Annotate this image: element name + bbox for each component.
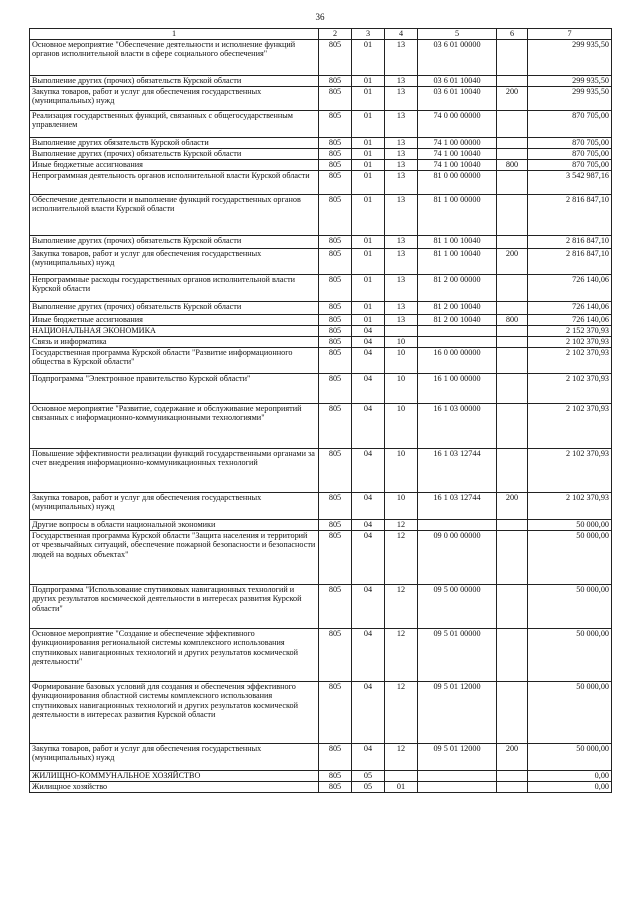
table-header-row — [30, 29, 612, 40]
cell-target-article: 81 1 00 10040 — [418, 235, 497, 248]
cell-target-article: 16 1 00 00000 — [418, 373, 497, 403]
cell-section: 01 — [352, 86, 385, 110]
header-col-3: 3 — [352, 29, 385, 40]
cell-grbs: 805 — [319, 274, 352, 301]
cell-subsection: 12 — [385, 681, 418, 743]
cell-expense-type — [497, 325, 528, 336]
cell-expense-type — [497, 347, 528, 373]
cell-amount: 50 000,00 — [528, 530, 612, 584]
cell-grbs: 805 — [319, 347, 352, 373]
cell-expense-type: 200 — [497, 492, 528, 519]
cell-section: 04 — [352, 584, 385, 628]
cell-name: Основное мероприятие "Развитие, содержание и обслуживание мероприятий связанных с информационно-коммуникационными технологиями" — [30, 403, 319, 448]
cell-grbs: 805 — [319, 75, 352, 86]
cell-expense-type — [497, 584, 528, 628]
cell-subsection: 10 — [385, 373, 418, 403]
cell-grbs: 805 — [319, 448, 352, 492]
cell-name: Формирование базовых условий для создания и обеспечения эффективного функционирования областной системы комплексного использования спутниковых навигационных технологий и других результатов космической деятельности в интересах развития Курской области — [30, 681, 319, 743]
cell-expense-type — [497, 403, 528, 448]
cell-section: 04 — [352, 530, 385, 584]
cell-grbs: 805 — [319, 373, 352, 403]
cell-amount: 2 102 370,93 — [528, 492, 612, 519]
cell-name: Непрограммная деятельность органов исполнительной власти Курской области — [30, 170, 319, 194]
page-number: 36 — [315, 12, 325, 22]
cell-name: Выполнение других обязательств Курской области — [30, 137, 319, 148]
table-row — [30, 681, 612, 743]
cell-subsection — [385, 770, 418, 781]
cell-grbs: 805 — [319, 519, 352, 530]
cell-name: Выполнение других (прочих) обязательств Курской области — [30, 235, 319, 248]
cell-expense-type — [497, 781, 528, 792]
cell-amount: 2 102 370,93 — [528, 448, 612, 492]
cell-subsection: 10 — [385, 336, 418, 347]
cell-section: 04 — [352, 628, 385, 681]
cell-section: 01 — [352, 137, 385, 148]
cell-section: 04 — [352, 325, 385, 336]
cell-grbs: 805 — [319, 137, 352, 148]
cell-section: 01 — [352, 235, 385, 248]
cell-expense-type: 200 — [497, 248, 528, 274]
cell-name: Закупка товаров, работ и услуг для обеспечения государственных (муниципальных) нужд — [30, 86, 319, 110]
cell-amount: 2 816 847,10 — [528, 235, 612, 248]
table-row — [30, 743, 612, 770]
cell-expense-type — [497, 235, 528, 248]
cell-amount: 50 000,00 — [528, 743, 612, 770]
cell-target-article: 16 1 03 00000 — [418, 403, 497, 448]
cell-target-article: 81 2 00 10040 — [418, 301, 497, 314]
cell-section: 04 — [352, 373, 385, 403]
cell-grbs: 805 — [319, 492, 352, 519]
table-body — [30, 39, 612, 792]
cell-amount: 299 935,50 — [528, 75, 612, 86]
table-row — [30, 170, 612, 194]
cell-target-article — [418, 519, 497, 530]
cell-section: 01 — [352, 194, 385, 235]
cell-subsection: 13 — [385, 301, 418, 314]
cell-section: 04 — [352, 448, 385, 492]
cell-section: 01 — [352, 314, 385, 325]
cell-subsection: 13 — [385, 39, 418, 75]
cell-target-article — [418, 770, 497, 781]
cell-target-article — [418, 781, 497, 792]
header-col-7: 7 — [528, 29, 612, 40]
header-col-2: 2 — [319, 29, 352, 40]
cell-subsection: 13 — [385, 274, 418, 301]
cell-section: 01 — [352, 39, 385, 75]
header-col-4: 4 — [385, 29, 418, 40]
cell-name: Подпрограмма "Использование спутниковых навигационных технологий и других результатов космической деятельности в интересах развития Курской области" — [30, 584, 319, 628]
cell-target-article: 74 1 00 00000 — [418, 137, 497, 148]
cell-section: 01 — [352, 159, 385, 170]
cell-amount: 870 705,00 — [528, 110, 612, 137]
cell-section: 05 — [352, 770, 385, 781]
cell-name: Государственная программа Курской области "Развитие информационного общества в Курской области" — [30, 347, 319, 373]
cell-target-article: 09 5 00 00000 — [418, 584, 497, 628]
cell-amount: 2 102 370,93 — [528, 347, 612, 373]
cell-subsection: 13 — [385, 248, 418, 274]
cell-subsection: 10 — [385, 492, 418, 519]
cell-expense-type — [497, 39, 528, 75]
cell-subsection: 13 — [385, 75, 418, 86]
cell-target-article: 81 1 00 00000 — [418, 194, 497, 235]
cell-section: 04 — [352, 519, 385, 530]
cell-expense-type: 800 — [497, 159, 528, 170]
cell-subsection: 12 — [385, 519, 418, 530]
cell-expense-type — [497, 170, 528, 194]
cell-section: 05 — [352, 781, 385, 792]
cell-grbs: 805 — [319, 39, 352, 75]
cell-subsection: 13 — [385, 86, 418, 110]
cell-grbs: 805 — [319, 743, 352, 770]
cell-amount: 3 542 987,16 — [528, 170, 612, 194]
cell-subsection: 13 — [385, 314, 418, 325]
cell-expense-type — [497, 75, 528, 86]
cell-subsection: 01 — [385, 781, 418, 792]
cell-expense-type — [497, 448, 528, 492]
cell-grbs: 805 — [319, 584, 352, 628]
cell-name: Закупка товаров, работ и услуг для обеспечения государственных (муниципальных) нужд — [30, 248, 319, 274]
cell-name: Повышение эффективности реализации функций государственными органами за счет внедрения информационно-коммуникационных технологий — [30, 448, 319, 492]
cell-target-article: 16 1 03 12744 — [418, 492, 497, 519]
cell-subsection: 12 — [385, 743, 418, 770]
cell-name: Подпрограмма "Электронное правительство Курской области" — [30, 373, 319, 403]
cell-expense-type — [497, 301, 528, 314]
table-row — [30, 39, 612, 75]
table-row — [30, 110, 612, 137]
cell-grbs: 805 — [319, 170, 352, 194]
cell-name: Жилищное хозяйство — [30, 781, 319, 792]
cell-target-article: 03 6 01 10040 — [418, 75, 497, 86]
cell-amount: 726 140,06 — [528, 301, 612, 314]
cell-amount: 50 000,00 — [528, 519, 612, 530]
cell-section: 01 — [352, 248, 385, 274]
cell-subsection: 13 — [385, 110, 418, 137]
cell-target-article: 09 5 01 00000 — [418, 628, 497, 681]
cell-target-article: 81 1 00 10040 — [418, 248, 497, 274]
table-row — [30, 781, 612, 792]
cell-section: 01 — [352, 75, 385, 86]
table-row — [30, 148, 612, 159]
cell-amount: 2 152 370,93 — [528, 325, 612, 336]
cell-expense-type — [497, 336, 528, 347]
cell-subsection: 12 — [385, 530, 418, 584]
table-row — [30, 325, 612, 336]
cell-subsection: 10 — [385, 448, 418, 492]
cell-expense-type — [497, 110, 528, 137]
cell-name: Иные бюджетные ассигнования — [30, 159, 319, 170]
table-row — [30, 194, 612, 235]
table-row — [30, 314, 612, 325]
table-row — [30, 373, 612, 403]
cell-section: 01 — [352, 301, 385, 314]
cell-target-article: 74 1 00 10040 — [418, 159, 497, 170]
cell-amount: 870 705,00 — [528, 137, 612, 148]
cell-section: 01 — [352, 148, 385, 159]
cell-expense-type — [497, 373, 528, 403]
cell-amount: 50 000,00 — [528, 681, 612, 743]
cell-grbs: 805 — [319, 770, 352, 781]
cell-expense-type: 200 — [497, 743, 528, 770]
cell-expense-type — [497, 274, 528, 301]
cell-subsection: 13 — [385, 194, 418, 235]
cell-subsection: 12 — [385, 628, 418, 681]
cell-subsection: 13 — [385, 170, 418, 194]
cell-grbs: 805 — [319, 403, 352, 448]
cell-subsection: 12 — [385, 584, 418, 628]
cell-target-article: 09 0 00 00000 — [418, 530, 497, 584]
cell-grbs: 805 — [319, 110, 352, 137]
cell-target-article — [418, 325, 497, 336]
cell-grbs: 805 — [319, 301, 352, 314]
table-row — [30, 248, 612, 274]
cell-section: 01 — [352, 170, 385, 194]
cell-name: Обеспечение деятельности и выполнение функций государственных органов исполнительной власти Курской области — [30, 194, 319, 235]
cell-grbs: 805 — [319, 781, 352, 792]
cell-section: 04 — [352, 743, 385, 770]
cell-amount: 50 000,00 — [528, 584, 612, 628]
cell-amount: 870 705,00 — [528, 148, 612, 159]
cell-name: Государственная программа Курской области "Защита населения и территорий от чрезвычайных ситуаций, обеспечение пожарной безопасности и безопасности людей на водных объектах" — [30, 530, 319, 584]
cell-section: 04 — [352, 403, 385, 448]
cell-subsection: 13 — [385, 235, 418, 248]
cell-subsection — [385, 325, 418, 336]
cell-grbs: 805 — [319, 248, 352, 274]
table-row — [30, 770, 612, 781]
cell-amount: 0,00 — [528, 770, 612, 781]
cell-amount: 299 935,50 — [528, 86, 612, 110]
cell-name: Связь и информатика — [30, 336, 319, 347]
table-row — [30, 75, 612, 86]
cell-subsection: 10 — [385, 403, 418, 448]
cell-amount: 299 935,50 — [528, 39, 612, 75]
table-row — [30, 530, 612, 584]
cell-expense-type — [497, 137, 528, 148]
cell-expense-type — [497, 681, 528, 743]
cell-grbs: 805 — [319, 159, 352, 170]
cell-name: Основное мероприятие "Обеспечение деятельности и исполнение функций органов исполнительной власти в сфере социального обеспечения" — [30, 39, 319, 75]
header-col-6: 6 — [497, 29, 528, 40]
cell-name: Закупка товаров, работ и услуг для обеспечения государственных (муниципальных) нужд — [30, 492, 319, 519]
cell-expense-type — [497, 770, 528, 781]
table-row — [30, 86, 612, 110]
table-row — [30, 137, 612, 148]
cell-grbs: 805 — [319, 148, 352, 159]
cell-target-article: 16 1 03 12744 — [418, 448, 497, 492]
cell-grbs: 805 — [319, 235, 352, 248]
table-row — [30, 448, 612, 492]
cell-amount: 2 102 370,93 — [528, 373, 612, 403]
table-row — [30, 584, 612, 628]
table-row — [30, 274, 612, 301]
cell-name: Выполнение других (прочих) обязательств Курской области — [30, 301, 319, 314]
cell-amount: 50 000,00 — [528, 628, 612, 681]
cell-target-article: 74 1 00 10040 — [418, 148, 497, 159]
cell-amount: 870 705,00 — [528, 159, 612, 170]
cell-grbs: 805 — [319, 86, 352, 110]
table-row — [30, 347, 612, 373]
cell-expense-type — [497, 519, 528, 530]
cell-amount: 2 816 847,10 — [528, 194, 612, 235]
table-row — [30, 492, 612, 519]
cell-grbs: 805 — [319, 325, 352, 336]
header-col-5: 5 — [418, 29, 497, 40]
cell-target-article: 74 0 00 00000 — [418, 110, 497, 137]
cell-target-article: 16 0 00 00000 — [418, 347, 497, 373]
cell-section: 01 — [352, 274, 385, 301]
cell-grbs: 805 — [319, 681, 352, 743]
table-row — [30, 628, 612, 681]
cell-expense-type: 200 — [497, 86, 528, 110]
cell-expense-type — [497, 148, 528, 159]
cell-target-article: 03 6 01 00000 — [418, 39, 497, 75]
cell-section: 01 — [352, 110, 385, 137]
cell-name: Другие вопросы в области национальной экономики — [30, 519, 319, 530]
cell-name: Основное мероприятие "Создание и обеспечение эффективного функционирования региональной системы комплексного использования спутниковых навигационных технологий и других результатов космической деятельности" — [30, 628, 319, 681]
cell-name: Иные бюджетные ассигнования — [30, 314, 319, 325]
cell-grbs: 805 — [319, 314, 352, 325]
cell-name: Закупка товаров, работ и услуг для обеспечения государственных (муниципальных) нужд — [30, 743, 319, 770]
header-col-1: 1 — [30, 29, 319, 40]
cell-name: Непрограммные расходы государственных органов исполнительной власти Курской области — [30, 274, 319, 301]
cell-section: 04 — [352, 492, 385, 519]
cell-target-article: 09 5 01 12000 — [418, 743, 497, 770]
cell-amount: 2 816 847,10 — [528, 248, 612, 274]
cell-expense-type: 800 — [497, 314, 528, 325]
budget-table — [29, 28, 612, 793]
cell-expense-type — [497, 628, 528, 681]
cell-subsection: 10 — [385, 347, 418, 373]
cell-grbs: 805 — [319, 628, 352, 681]
cell-name: ЖИЛИЩНО-КОММУНАЛЬНОЕ ХОЗЯЙСТВО — [30, 770, 319, 781]
table-row — [30, 519, 612, 530]
cell-amount: 726 140,06 — [528, 314, 612, 325]
cell-amount: 726 140,06 — [528, 274, 612, 301]
cell-target-article: 81 0 00 00000 — [418, 170, 497, 194]
table-row — [30, 235, 612, 248]
cell-amount: 0,00 — [528, 781, 612, 792]
cell-amount: 2 102 370,93 — [528, 403, 612, 448]
table-row — [30, 336, 612, 347]
cell-amount: 2 102 370,93 — [528, 336, 612, 347]
cell-section: 04 — [352, 681, 385, 743]
cell-name: Выполнение других (прочих) обязательств Курской области — [30, 75, 319, 86]
cell-section: 04 — [352, 336, 385, 347]
table-row — [30, 403, 612, 448]
cell-subsection: 13 — [385, 148, 418, 159]
cell-grbs: 805 — [319, 194, 352, 235]
cell-name: НАЦИОНАЛЬНАЯ ЭКОНОМИКА — [30, 325, 319, 336]
cell-grbs: 805 — [319, 530, 352, 584]
cell-target-article: 81 2 00 00000 — [418, 274, 497, 301]
cell-grbs: 805 — [319, 336, 352, 347]
table-row — [30, 301, 612, 314]
cell-name: Выполнение других (прочих) обязательств Курской области — [30, 148, 319, 159]
cell-subsection: 13 — [385, 137, 418, 148]
cell-expense-type — [497, 530, 528, 584]
cell-target-article: 03 6 01 10040 — [418, 86, 497, 110]
cell-subsection: 13 — [385, 159, 418, 170]
cell-target-article: 09 5 01 12000 — [418, 681, 497, 743]
cell-target-article — [418, 336, 497, 347]
table-row — [30, 159, 612, 170]
cell-expense-type — [497, 194, 528, 235]
cell-name: Реализация государственных функций, связанных с общегосударственным управлением — [30, 110, 319, 137]
cell-target-article: 81 2 00 10040 — [418, 314, 497, 325]
cell-section: 04 — [352, 347, 385, 373]
